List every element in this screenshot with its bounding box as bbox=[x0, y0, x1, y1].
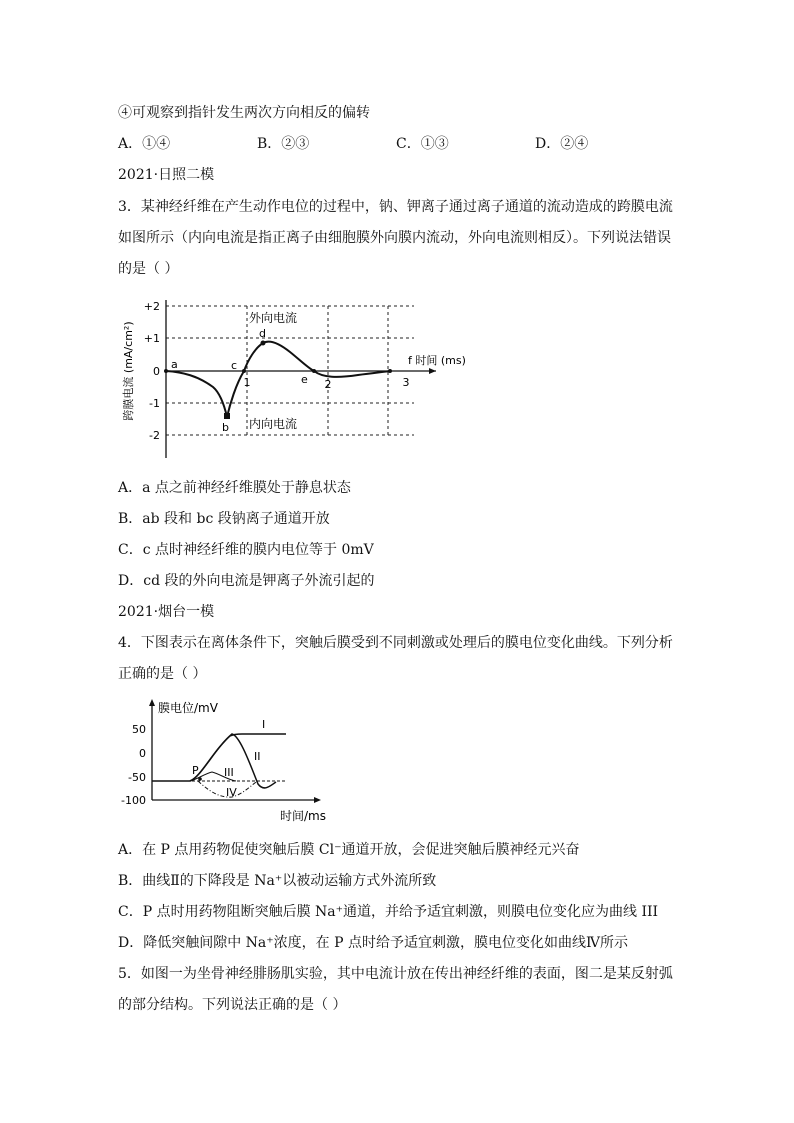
q3-y-tick: 0 bbox=[153, 365, 160, 378]
q3-point-c bbox=[242, 369, 246, 373]
q4-label-iv: IV bbox=[226, 786, 237, 799]
q3-current-curve bbox=[166, 342, 390, 417]
q3-label-b: b bbox=[222, 421, 229, 434]
q4-y-tick: 50 bbox=[132, 723, 146, 736]
q4-source: 2021·烟台一模 bbox=[118, 604, 215, 620]
q4-stem-line-2: 正确的是（ ） bbox=[118, 666, 207, 682]
q5-stem-line-2: 的部分结构。下列说法正确的是（ ） bbox=[118, 997, 347, 1013]
q3-stem-line-3: 的是（ ） bbox=[118, 261, 179, 277]
q3-option-c: C．c 点时神经纤维的膜内电位等于 0mV bbox=[118, 542, 374, 558]
q3-point-f bbox=[388, 369, 392, 373]
q3-stem-line-2: 如图所示（内向电流是指正离子由细胞膜外向膜内流动，外向电流则相反）。下列说法错误 bbox=[118, 230, 671, 246]
q3-x-axis-label: f 时间 (ms) bbox=[408, 354, 466, 367]
q3-label-c: c bbox=[231, 359, 238, 372]
q3-x-tick: 1 bbox=[243, 376, 251, 389]
q3-label-a: a bbox=[171, 358, 178, 371]
q3-y-tick: -2 bbox=[149, 429, 160, 442]
q3-outward-label: 外向电流 bbox=[249, 311, 298, 325]
q3-y-tick: -1 bbox=[149, 397, 160, 410]
q4-label-iii: III bbox=[224, 766, 234, 779]
q3-x-tick: 2 bbox=[324, 378, 332, 391]
q3-label-e: e bbox=[301, 373, 308, 386]
q2-option-a: A．①④ bbox=[118, 136, 171, 152]
q4-option-d: D．降低突触间隙中 Na⁺浓度，在 P 点时给予适宜刺激，膜电位变化如曲线Ⅳ所示 bbox=[118, 935, 628, 951]
q3-label-d: d bbox=[259, 327, 266, 340]
q3-stem-line-1: 3．某神经纤维在产生动作电位的过程中，钠、钾离子通过离子通道的流动造成的跨膜电流 bbox=[118, 199, 673, 215]
q3-option-d: D．cd 段的外向电流是钾离子外流引起的 bbox=[118, 573, 375, 589]
q4-curve-1 bbox=[152, 734, 286, 781]
q4-label-i: I bbox=[262, 718, 266, 731]
q4-label-p: P bbox=[192, 764, 199, 777]
q5-stem-line-1: 5．如图一为坐骨神经腓肠肌实验，其中电流计放在传出神经纤维的表面，图二是某反射弧 bbox=[118, 966, 673, 982]
q3-x-axis-arrow bbox=[429, 368, 436, 374]
q4-y-tick: -50 bbox=[128, 771, 146, 784]
q3-y-axis-label: 跨膜电流 (mA/cm²) bbox=[122, 321, 135, 421]
q3-inward-label: 内向电流 bbox=[249, 417, 298, 431]
q3-option-b: B．ab 段和 bc 段钠离子通道开放 bbox=[118, 511, 330, 527]
q3-point-e bbox=[312, 369, 316, 373]
q3-y-tick: +2 bbox=[143, 300, 160, 313]
q4-label-ii: II bbox=[254, 750, 261, 763]
q4-y-tick: 0 bbox=[139, 747, 146, 760]
q4-y-tick: -100 bbox=[121, 794, 146, 807]
q3-option-a: A．a 点之前神经纤维膜处于静息状态 bbox=[118, 480, 351, 496]
q4-option-a: A．在 P 点用药物促使突触后膜 Cl⁻通道开放，会促进突触后膜神经元兴奋 bbox=[118, 842, 580, 858]
q2-option-b: B．②③ bbox=[257, 136, 310, 152]
q3-y-tick: +1 bbox=[143, 332, 160, 345]
q4-figure bbox=[118, 696, 338, 826]
q2-option-d: D．②④ bbox=[535, 136, 589, 152]
q4-y-axis-label: 膜电位/mV bbox=[158, 701, 218, 715]
q3-x-tick: 3 bbox=[402, 376, 410, 389]
q3-source: 2021·日照二模 bbox=[118, 167, 215, 183]
q4-point-p bbox=[198, 777, 202, 781]
q4-x-axis-label: 时间/ms bbox=[280, 809, 326, 823]
q2-item-4: ④可观察到指针发生两次方向相反的偏转 bbox=[118, 105, 370, 121]
q3-point-b bbox=[224, 413, 230, 419]
q3-point-d bbox=[261, 341, 266, 346]
q4-option-c: C．P 点时用药物阻断突触后膜 Na⁺通道，并给予适宜刺激，则膜电位变化应为曲线 III bbox=[118, 904, 659, 920]
q3-figure bbox=[118, 292, 466, 464]
q4-option-b: B．曲线Ⅱ的下降段是 Na⁺以被动运输方式外流所致 bbox=[118, 873, 437, 889]
q4-stem-line-1: 4．下图表示在离体条件下，突触后膜受到不同刺激或处理后的膜电位变化曲线。下列分析 bbox=[118, 635, 673, 651]
q4-x-axis-arrow bbox=[314, 797, 321, 803]
q3-point-a bbox=[164, 369, 168, 373]
q4-y-axis-arrow bbox=[149, 699, 155, 706]
q2-option-c: C．①③ bbox=[396, 136, 449, 152]
